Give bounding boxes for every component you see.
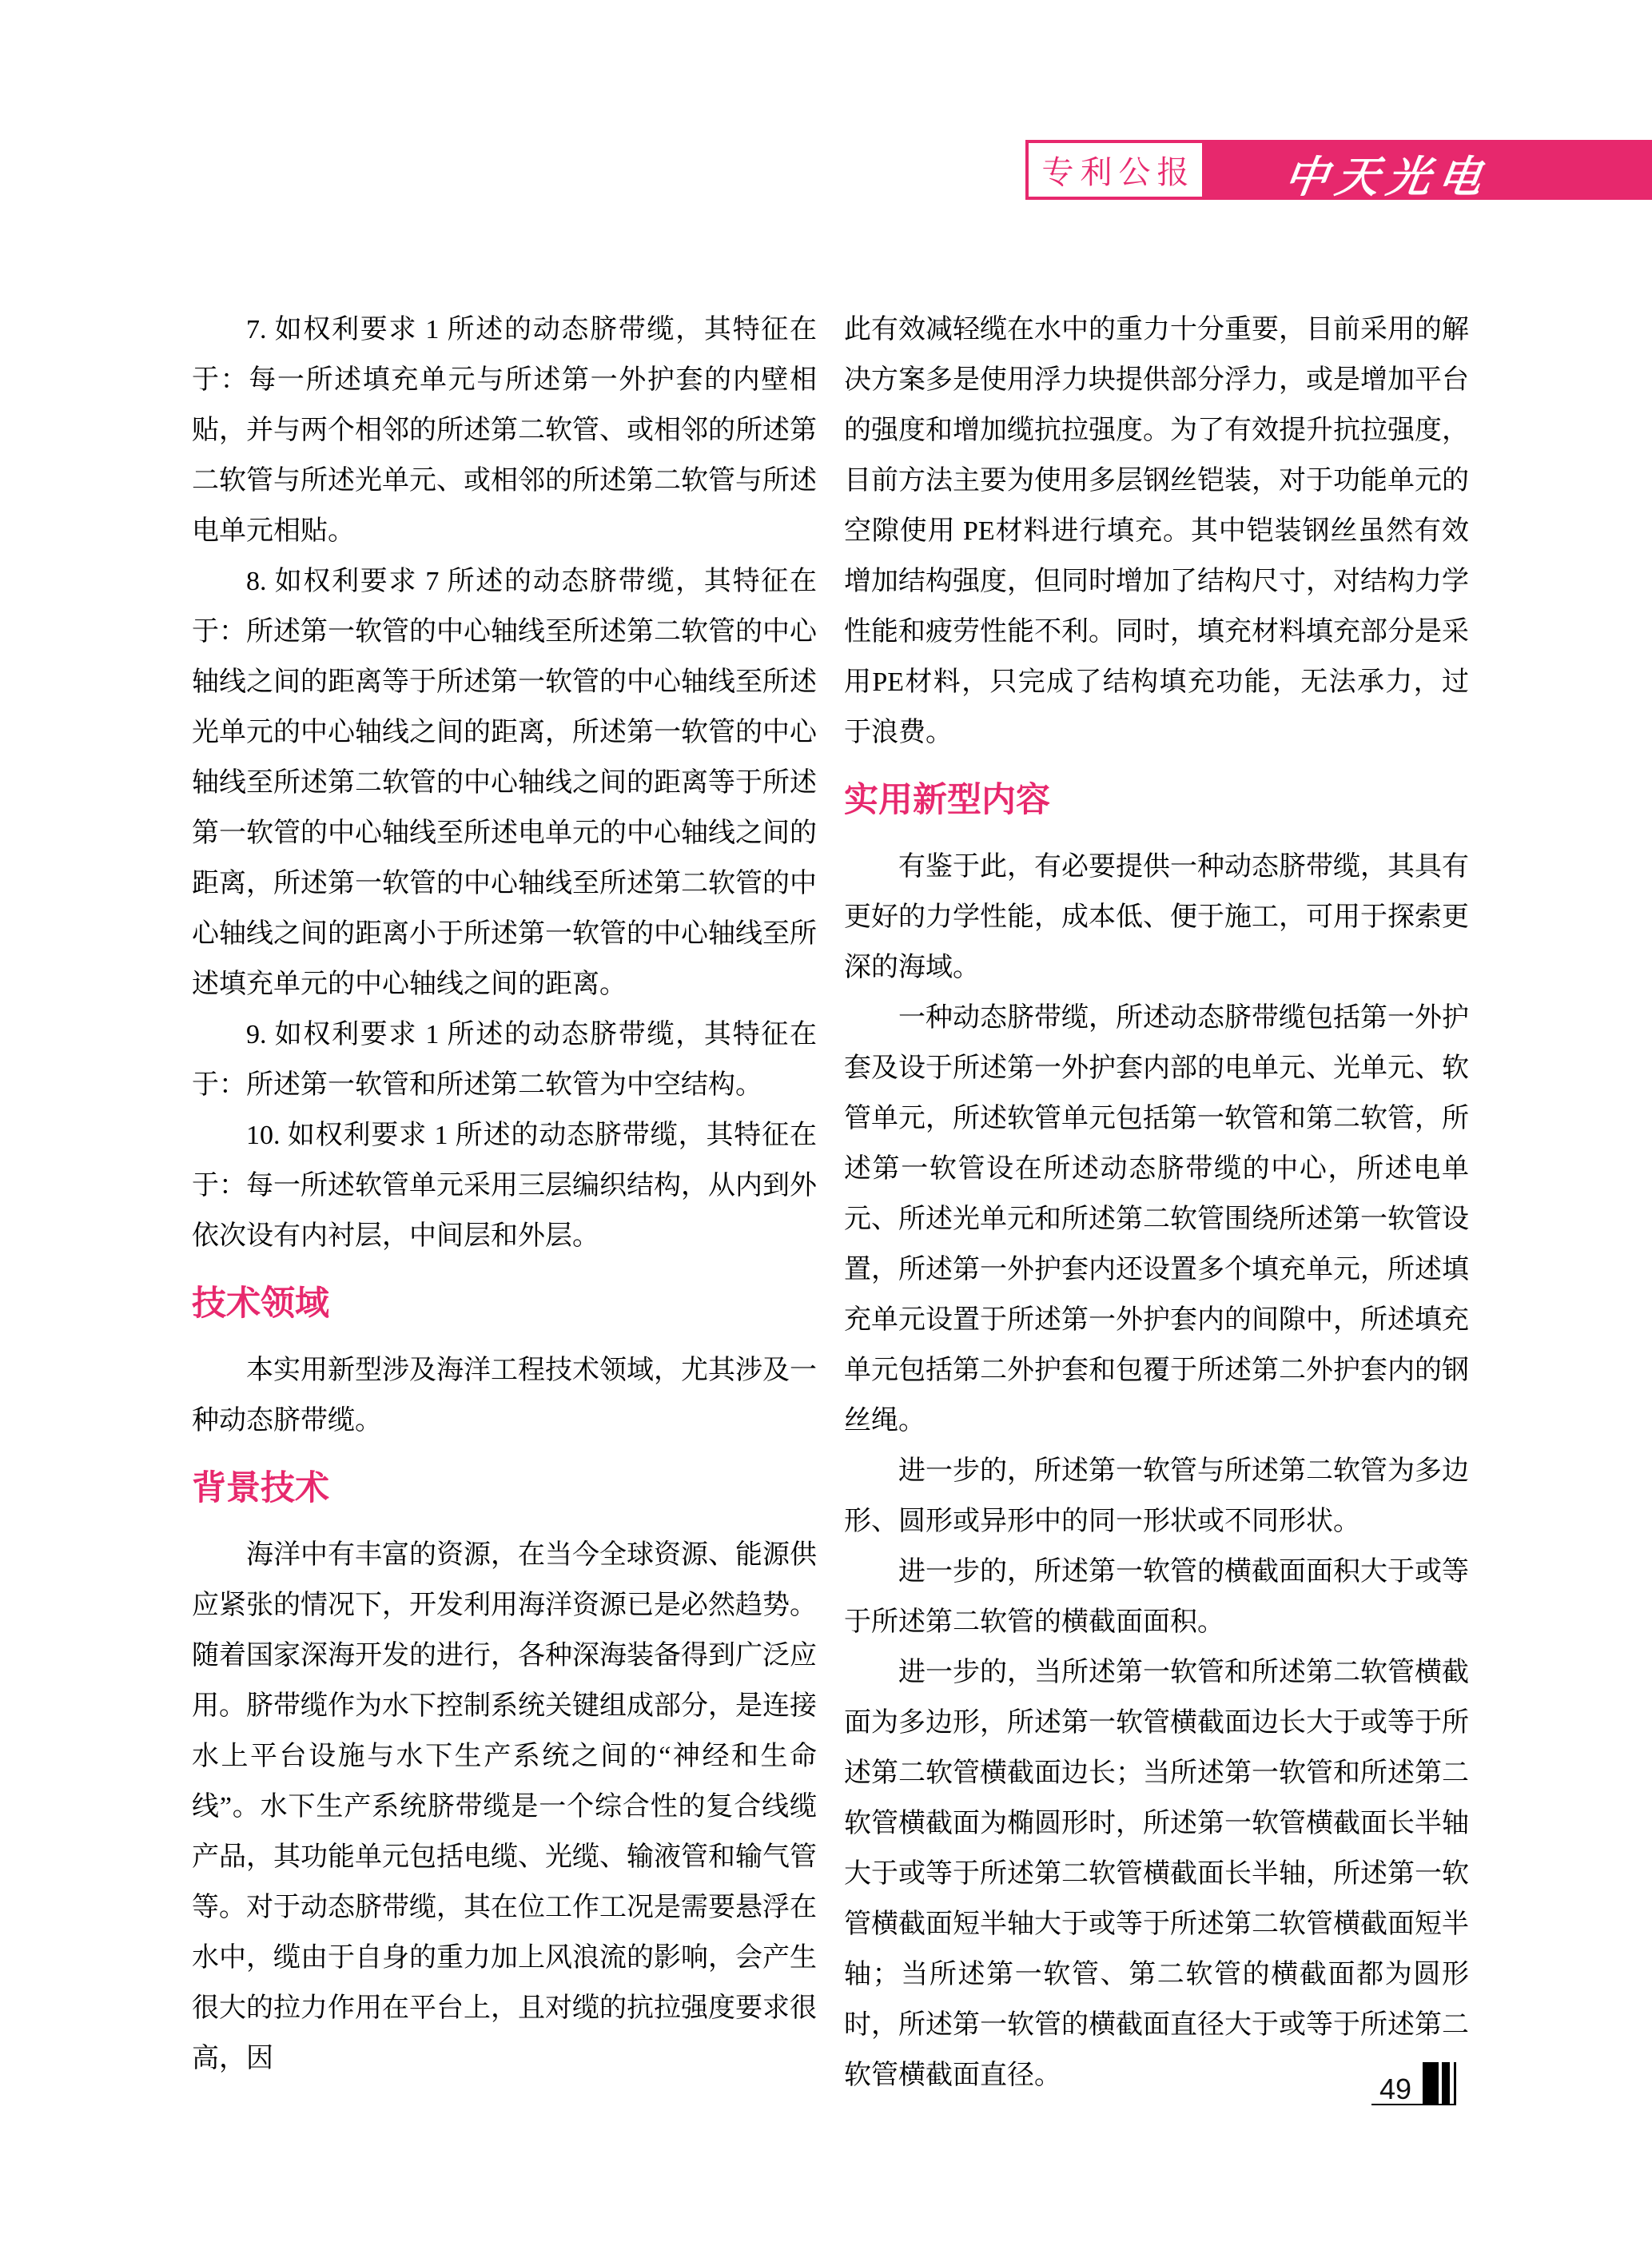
body-paragraph: 进一步的，所述第一软管与所述第二软管为多边形、圆形或异形中的同一形状或不同形状。 xyxy=(844,1456,1469,1536)
section-heading: 技术领域 xyxy=(192,1285,329,1323)
footer-bar-icon xyxy=(1442,2062,1450,2104)
footer-bar-icon xyxy=(1454,2062,1456,2104)
gazette-badge-label: 专利公报 xyxy=(1041,155,1196,190)
page-footer xyxy=(1371,2062,1456,2105)
body-paragraph: 进一步的，当所述第一软管和所述第二软管横截面为多边形，所述第一软管横截面边长大于或等于所述第二软管横截面边长；当所述第一软管和所述第二软管横截面为椭圆形时，所述第一软管横截面长半轴大于或等于所述第二软管横截面长半轴，所述第一软管横截面短半轴大于或等于所述第二软管横截面短半轴；当所述第一软管、第二软管的横截面都为圆形时，所述第一软管的横截面直径大于或等于所述第二软管横截面直径。 xyxy=(844,1658,1469,2090)
footer-bar-icon xyxy=(1423,2062,1439,2104)
brand-band xyxy=(1205,140,1652,200)
body-paragraph: 8. 如权利要求 7 所述的动态脐带缆，其特征在于：所述第一软管的中心轴线至所述第二软管的中心轴线之间的距离等于所述第一软管的中心轴线至所述光单元的中心轴线之间的距离，所述第一软管的中心轴线至所述第二软管的中心轴线之间的距离等于所述第一软管的中心轴线至所述电单元的中心轴线之间的距离，所述第一软管的中心轴线至所述第二软管的中心轴线之间的距离小于所述第一软管的中心轴线至所述填充单元的中心轴线之间的距离。 xyxy=(192,567,817,999)
body-paragraph: 此有效减轻缆在水中的重力十分重要，目前采用的解决方案多是使用浮力块提供部分浮力，或是增加平台的强度和增加缆抗拉强度。为了有效提升抗拉强度，目前方法主要为使用多层钢丝铠装，对于功能单元的空隙使用 PE材料进行填充。其中铠装钢丝虽然有效增加结构强度，但同时增加了结构尺寸，对结构力学性能和疲劳性能不利。同时，填充材料填充部分是采用PE材料，只完成了结构填充功能，无法承力，过于浪费。 xyxy=(844,315,1469,747)
body-paragraph: 7. 如权利要求 1 所述的动态脐带缆，其特征在于：每一所述填充单元与所述第一外护套的内壁相贴，并与两个相邻的所述第二软管、或相邻的所述第二软管与所述光单元、或相邻的所述第二软管与所述电单元相贴。 xyxy=(192,315,817,546)
page-number: 49 xyxy=(1379,2073,1412,2105)
gazette-badge xyxy=(1025,140,1205,200)
body-paragraph: 本实用新型涉及海洋工程技术领域，尤其涉及一种动态脐带缆。 xyxy=(192,1356,817,1436)
left-column xyxy=(192,305,817,2084)
body-paragraph: 海洋中有丰富的资源，在当今全球资源、能源供应紧张的情况下，开发利用海洋资源已是必然趋势。随着国家深海开发的进行，各种深海装备得到广泛应用。脐带缆作为水下控制系统关键组成部分，是连接水上平台设施与水下生产系统之间的“神经和生命线”。水下生产系统脐带缆是一个综合性的复合线缆产品，其功能单元包括电缆、光缆、输液管和输气管等。对于动态脐带缆，其在位工作工况是需要悬浮在水中，缆由于自身的重力加上风浪流的影响，会产生很大的拉力作用在平台上，且对缆的抗拉强度要求很高，因 xyxy=(192,1540,817,2073)
body-paragraph: 有鉴于此，有必要提供一种动态脐带缆，其具有更好的力学性能，成本低、便于施工，可用于探索更深的海域。 xyxy=(844,852,1469,982)
brand-logo: 中天光电 xyxy=(1281,152,1493,202)
body-paragraph: 一种动态脐带缆，所述动态脐带缆包括第一外护套及设于所述第一外护套内部的电单元、光单元、软管单元，所述软管单元包括第一软管和第二软管，所述第一软管设在所述动态脐带缆的中心，所述电单元、所述光单元和所述第二软管围绕所述第一软管设置，所述第一外护套内还设置多个填充单元，所述填充单元设置于所述第一外护套内的间隙中，所述填充单元包括第二外护套和包覆于所述第二外护套内的钢丝绳。 xyxy=(844,1003,1469,1436)
body-paragraph: 进一步的，所述第一软管的横截面面积大于或等于所述第二软管的横截面面积。 xyxy=(844,1557,1469,1637)
section-heading: 实用新型内容 xyxy=(844,782,1050,819)
section-heading: 背景技术 xyxy=(192,1470,329,1507)
body-paragraph: 10. 如权利要求 1 所述的动态脐带缆，其特征在于：每一所述软管单元采用三层编织结构，从内到外依次设有内衬层，中间层和外层。 xyxy=(192,1121,817,1251)
right-column xyxy=(844,305,1469,2101)
body-paragraph: 9. 如权利要求 1 所述的动态脐带缆，其特征在于：所述第一软管和所述第二软管为中空结构。 xyxy=(192,1020,817,1100)
